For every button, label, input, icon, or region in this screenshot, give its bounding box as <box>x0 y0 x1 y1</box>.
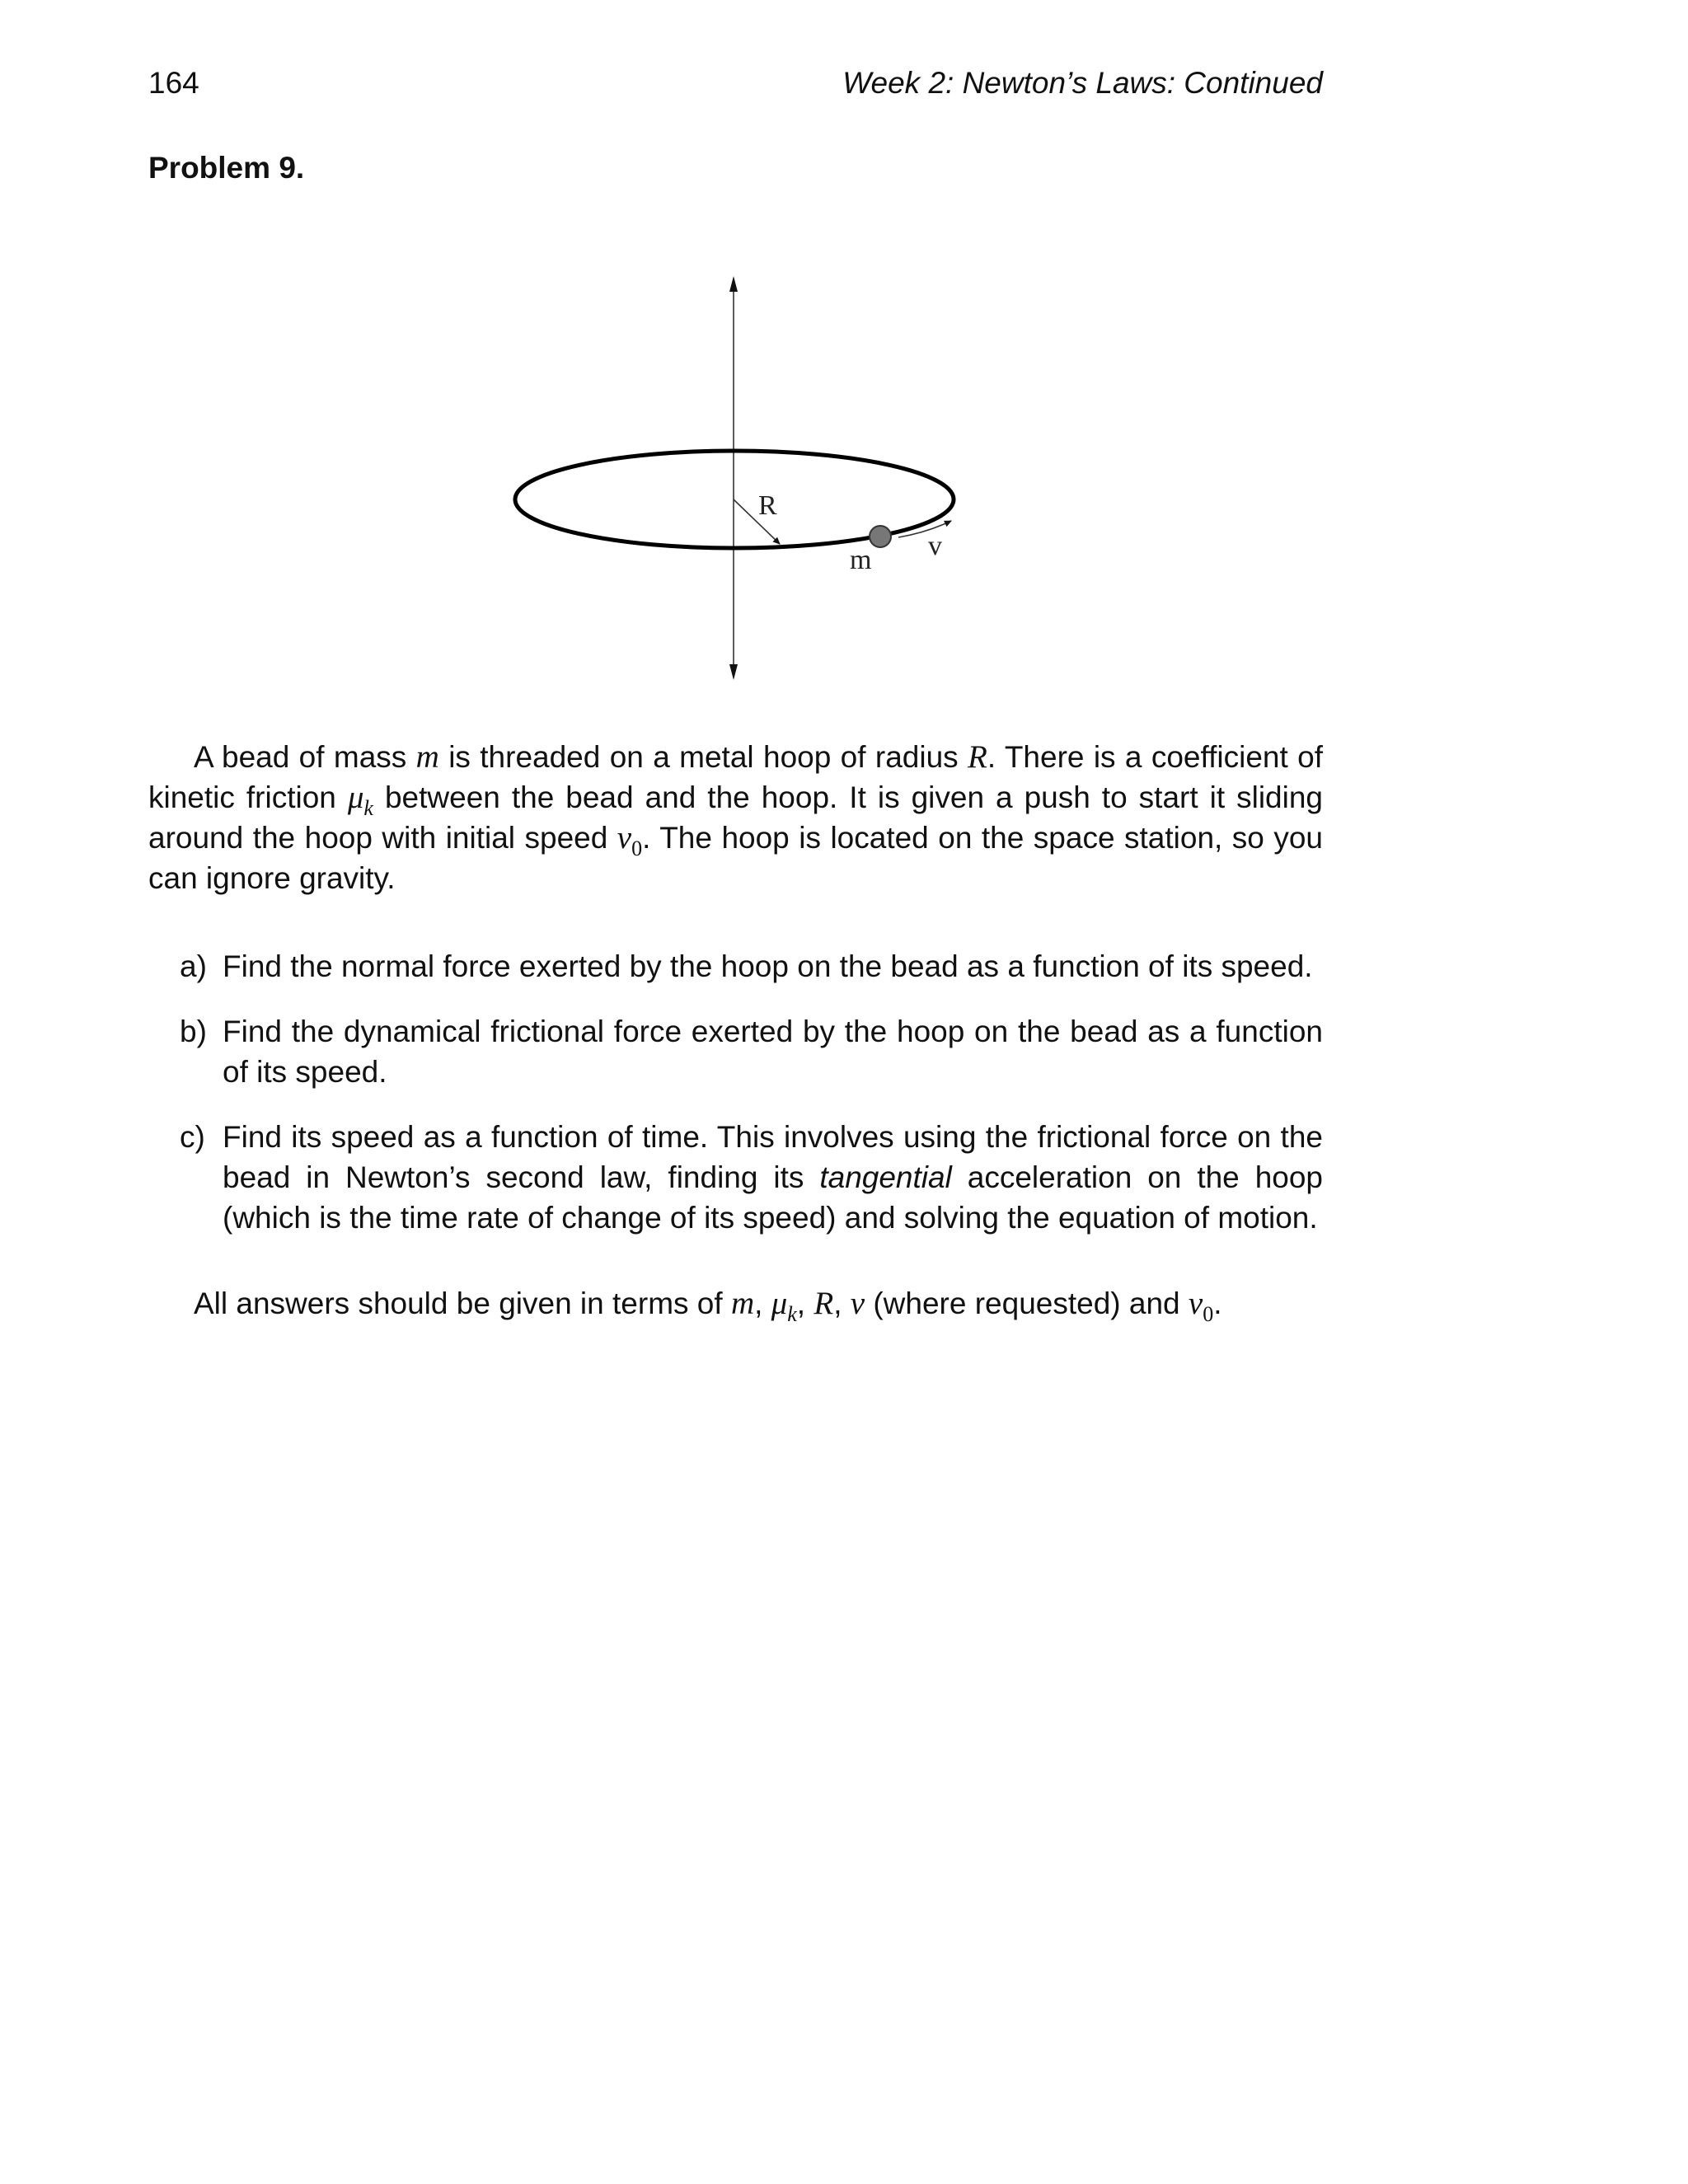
var-m: m <box>415 739 439 775</box>
question-text: Find the normal force exerted by the hoop on the bead as a function of its speed. <box>223 949 1313 983</box>
v-symbol: v <box>1188 1286 1203 1321</box>
radius-label: R <box>758 490 777 521</box>
question-c <box>148 1117 1323 1238</box>
mu-symbol: μ <box>771 1286 788 1321</box>
mu-subscript: k <box>787 1301 797 1326</box>
closing-text: All answers should be given in terms of <box>194 1286 731 1320</box>
bead <box>870 526 891 547</box>
v-symbol: v <box>617 820 632 855</box>
var-mu-k <box>347 780 373 820</box>
closing-note <box>194 1283 1222 1324</box>
comma: , <box>754 1286 771 1320</box>
mu-symbol: μ <box>347 780 364 815</box>
problem-title: Problem 9. <box>148 151 305 185</box>
question-list <box>148 946 1323 1263</box>
problem-statement <box>148 737 1323 898</box>
statement-text: between the bead and the hoop. It is given a push to start it sliding around the hoop with initial speed <box>148 780 1323 855</box>
closing-text: (where requested) and <box>865 1286 1189 1320</box>
var-R: R <box>814 1286 834 1321</box>
question-b <box>148 1011 1323 1092</box>
var-mu-k <box>771 1286 797 1326</box>
comma: , <box>833 1286 851 1320</box>
var-R: R <box>968 739 987 775</box>
v-subscript: 0 <box>631 836 643 860</box>
statement-text: . The hoop is located on the space station, so you can ignore gravity. <box>148 821 1324 895</box>
question-marker: a) <box>180 949 207 983</box>
hoop-figure <box>478 272 989 701</box>
question-text: Find the dynamical frictional force exerted by the hoop on the bead as a function of its speed. <box>223 1015 1323 1089</box>
axis-arrow-top <box>729 276 738 292</box>
comma: , <box>796 1286 814 1320</box>
var-v0 <box>617 820 643 860</box>
question-text-part: acceleration on the hoop (which is the time rate of change of its speed) and solving the equation of motion. <box>223 1160 1324 1235</box>
question-marker: b) <box>180 1015 207 1048</box>
hoop-diagram <box>478 272 989 701</box>
statement-text: is threaded on a metal hoop of radius <box>438 740 968 774</box>
emphasis-text: tangential <box>819 1160 952 1194</box>
axis-arrow-bottom <box>729 664 738 680</box>
question-a <box>148 946 1323 987</box>
var-m: m <box>730 1286 755 1321</box>
running-head: Week 2: Newton’s Laws: Continued <box>842 66 1323 100</box>
var-v: v <box>850 1286 865 1321</box>
question-text-part: Find its speed as a function of time. This involves using the frictional force on the bead in Newton’s second law, finding its <box>223 1120 1323 1194</box>
statement-text: A bead of mass <box>194 740 416 774</box>
v-subscript: 0 <box>1203 1301 1214 1326</box>
var-v0 <box>1188 1286 1214 1326</box>
page-number: 164 <box>148 66 199 100</box>
statement-text: . There is a coefficient of kinetic friction <box>148 740 1323 814</box>
mu-subscript: k <box>363 795 373 820</box>
question-text <box>223 1120 1323 1235</box>
closing-text: . <box>1213 1286 1222 1320</box>
velocity-label: v <box>928 531 942 561</box>
mass-label: m <box>850 545 872 575</box>
question-marker: c) <box>180 1120 205 1154</box>
